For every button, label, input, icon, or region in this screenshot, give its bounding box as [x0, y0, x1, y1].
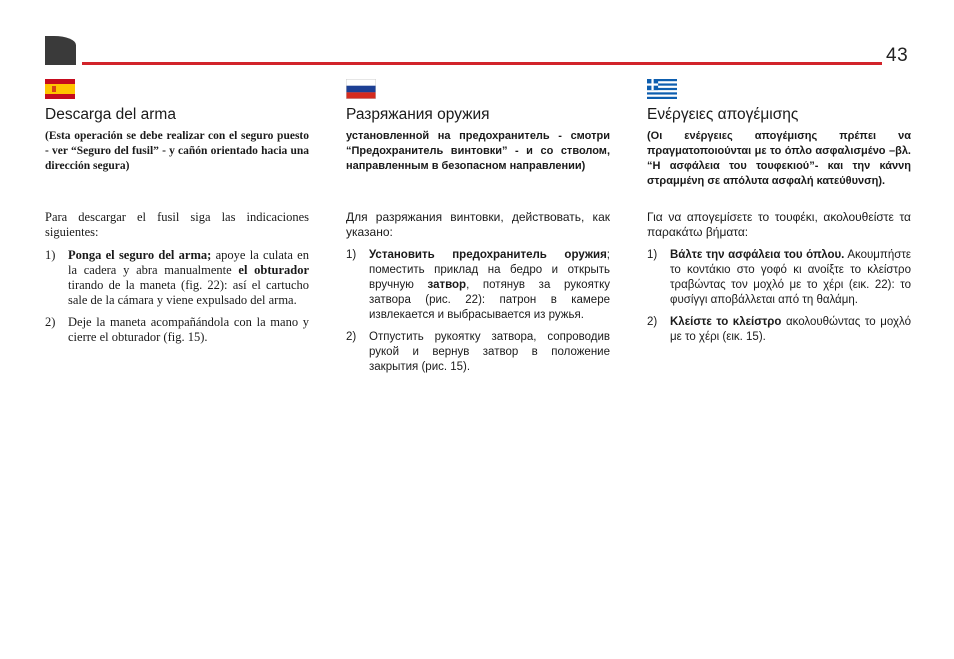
step-text: ακολουθώντας το μοχλό με το χέρι (εικ. 15).: [670, 316, 911, 343]
step-text: apoye la culata en la cadera y abra manualmente: [68, 248, 309, 277]
spain-flag-icon: [45, 79, 75, 99]
steps-list: [647, 248, 911, 352]
section-heading: Descarga del arma: [45, 106, 176, 123]
list-item: [647, 315, 911, 345]
column-greek: [647, 0, 911, 659]
step-number: 2): [346, 331, 357, 343]
section-intro: установленной на предохранитель - смотри “Предохранитель винтовки” - и со стволом, направленным в безопасном направлении): [346, 130, 610, 172]
step-number: 2): [45, 315, 56, 329]
step-number: 1): [45, 248, 56, 262]
step-bold: Установить предохранитель оружия: [369, 249, 607, 261]
step-text: , потянув за рукоятку затвора (рис. 22): патрон в камере извлекается и выбрасывается из ружья.: [369, 279, 610, 321]
step-text: Отпустить рукоятку затвора, сопроводив рукой и вернув затвор в положение закрытия (рис. 15).: [369, 331, 610, 373]
step-bold: Βάλτε την ασφάλεια του όπλου.: [670, 249, 845, 261]
russia-flag-icon: [346, 79, 376, 99]
step-text: Ακουμπήστε το κοντάκιο στο γοφό κι ανοίξτε το κλείστρο τραβώντας τον μοχλό με το χέρι (εικ. 22): το φυσίγγι αποβάλλεται από τη θαλάμη.: [670, 249, 912, 306]
section-lead: Для разряжания винтовки, действовать, как указано:: [346, 210, 610, 239]
list-item: [346, 248, 610, 323]
section-heading: Разряжания оружия: [346, 106, 490, 123]
list-item: [647, 248, 911, 308]
page-number: 43: [886, 45, 909, 66]
step-number: 1): [346, 249, 357, 261]
column-spanish: [45, 0, 309, 659]
steps-list: [346, 248, 610, 382]
step-bold: el obturador: [238, 263, 310, 277]
section-lead: Para descargar el fusil siga las indicaciones siguientes:: [45, 210, 309, 239]
section-intro: (Esta operación se debe realizar con el seguro puesto - ver “Seguro del fusil” - y cañón orientado hacia una dirección segura): [45, 130, 309, 172]
section-lead: Για να απογεμίσετε το τουφέκι, ακολουθείστε τα παρακάτω βήματα:: [647, 210, 911, 239]
step-text: tirando de la maneta (fig. 22): así el cartucho sale de la cámara y viene expulsado del arma.: [68, 278, 309, 307]
column-russian: [346, 0, 610, 659]
step-text: Deje la maneta acompañándola con la mano y cierre el obturador (fig. 15).: [68, 315, 309, 344]
list-item: [346, 330, 610, 375]
step-number: 1): [647, 249, 658, 261]
step-number: 2): [647, 316, 658, 328]
section-heading: Ενέργειες απογέμισης: [647, 106, 799, 123]
list-item: [45, 248, 309, 308]
step-bold: затвор: [427, 279, 467, 291]
steps-list: [45, 248, 309, 352]
greece-flag-icon: [647, 79, 677, 99]
step-bold: Κλείστε το κλείστρο: [670, 316, 782, 328]
section-intro: (Οι ενέργειες απογέμισης πρέπει να πραγματοποιούνται με το όπλο ασφαλισμένο –βλ. “Η ασφάλεια του τουφεκιού”- και την κάννη στραμμένη σε απόλυτα ασφαλή κατεύθυνση).: [647, 130, 911, 187]
step-text: ; поместить приклад на бедро и открыть вручную: [369, 249, 610, 291]
list-item: [45, 315, 309, 345]
step-bold: Ponga el seguro del arma;: [68, 248, 212, 262]
